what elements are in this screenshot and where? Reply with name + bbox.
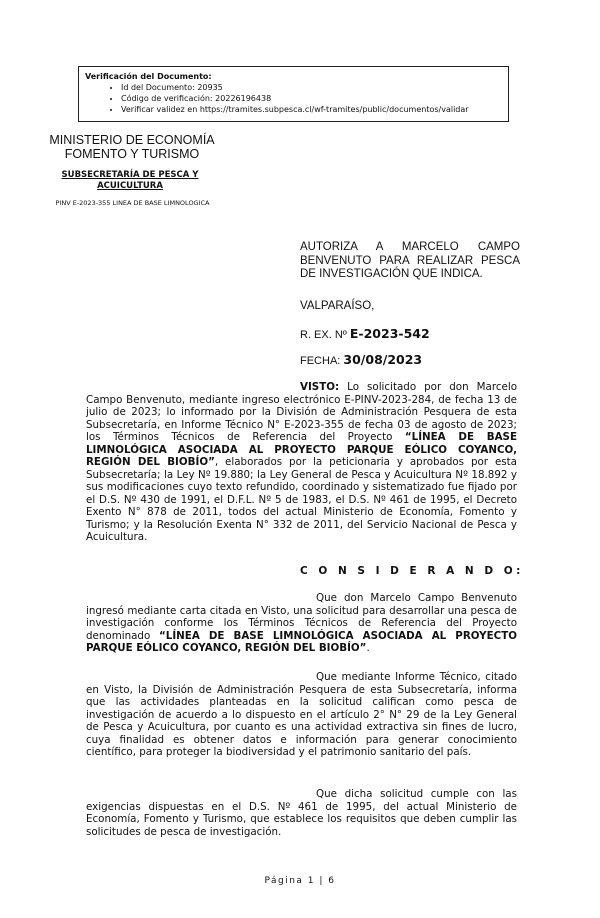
verification-title: Verificación del Documento: [85,72,212,81]
considerando-p1-text: Que don Marcelo Campo Benvenuto ingresó mediante carta citada en Visto, una solicitud para desarrollar una pesca de investigación conforme los Términos Técnicos de Referencia del Proyecto denominado [86,592,517,642]
verification-list [85,82,502,115]
verification-code: • Código de verificación: 20226196438 [121,93,502,104]
visto-label: VISTO: [300,381,340,393]
pinv-reference: PINV E-2023-355 LINEA DE BASE LIMNOLOGICA [55,199,210,207]
considerando-title: C O N S I D E R A N D O: [300,565,524,577]
rex-number: E-2023-542 [349,326,430,341]
visto-paragraph [86,381,517,544]
ministry-line-2: FOMENTO Y TURISMO [64,147,200,161]
considerando-p1-project: “LÍNEA DE BASE LIMNOLÓGICA ASOCIADA AL PROYECTO PARQUE EÓLICO COYANCO, REGIÓN DEL BIOBÍO” [86,629,517,654]
visto-project: “LÍNEA DE BASE LIMNOLÓGICA ASOCIADA AL PROYECTO PARQUE EÓLICO COYANCO, REGIÓN DEL BIOBÍO” [86,431,517,468]
rex-label: R. EX. Nº [300,329,347,341]
considerando-paragraph-2 [86,671,517,759]
verification-box [78,66,509,122]
considerando-paragraph-3 [86,788,517,838]
considerando-p2-text: Que mediante Informe Técnico, citado en Visto, la División de Administración Pesquera de esta Subsecretaría, informa que las actividades planteadas en la solicitud califican como pesca de investigación de acuerdo a lo dispuesto en el artículo 2° N° 29 de la Ley General de Pesca y Acuicultura, por cuanto es una actividad extractiva sin fines de lucro, cuya finalidad es obtener datos e información para generar conocimiento científico, para proteger la biodiversidad y el patrimonio sanitario del país. [86,671,517,758]
fecha-label: FECHA: [300,355,341,367]
considerando-p3-text: Que dicha solicitud cumple con las exigencias dispuestas en el D.S. Nº 461 de 1995, del actual Ministerio de Economía, Fomento y Turismo, que establece los requisitos que deben cumplir las solicitudes de pesca de investigación. [86,788,517,838]
resolution-number [300,326,430,341]
visto-text-2: , elaborados por la peticionaria y aprobados por esta Subsecretaría; la Ley Nº 19.880; la Ley General de Pesca y Acuicultura Nº 18.892 y sus modificaciones cuyo texto refundido, coordinado y sistematizado fue fijado por el D.S. Nº 430 de 1991, el D.F.L. Nº 5 de 1983, el D.S. Nº 461 de 1995, el Decreto Exento N° 878 de 2011, todos del actual Ministerio de Economía, Fomento y Turismo; y la Resolución Exenta N° 332 de 2011, del Servicio Nacional de Pesca y Acuicultura. [86,456,517,543]
considerando-p1-end: . [366,642,370,654]
fecha-value: 30/08/2023 [343,352,423,367]
considerando-paragraph-1 [86,592,517,655]
page-number: Página 1 | 6 [264,876,336,886]
resolution-date [300,352,422,367]
resolution-subject: AUTORIZA A MARCELO CAMPO BENVENUTO PARA REALIZAR PESCA DE INVESTIGACIÓN QUE INDICA. [300,241,520,280]
visto-text-1: Lo solicitado por don Marcelo Campo Benvenuto, mediante ingreso electrónico E-PINV-2023-284, de fecha 13 de julio de 2023; lo informado por la División de Administración Pesquera de esta Subsecretaría, en Informe Técnico N° E-2023-355 de fecha 03 de agosto de 2023; los Términos Técnicos de Referencia del Proyecto [86,381,517,443]
subsecretaria-heading: SUBSECRETARÍA DE PESCA Y ACUICULTURA [61,170,199,191]
verification-url[interactable]: • Verificar validez en https://tramites.subpesca.cl/wf-tramites/public/documentos/validar [121,104,502,115]
resolution-place: VALPARAÍSO, [300,300,375,312]
ministry-heading [32,133,232,161]
ministry-line-1: MINISTERIO DE ECONOMÍA [49,133,215,147]
verification-id: • Id del Documento: 20935 [121,82,502,93]
